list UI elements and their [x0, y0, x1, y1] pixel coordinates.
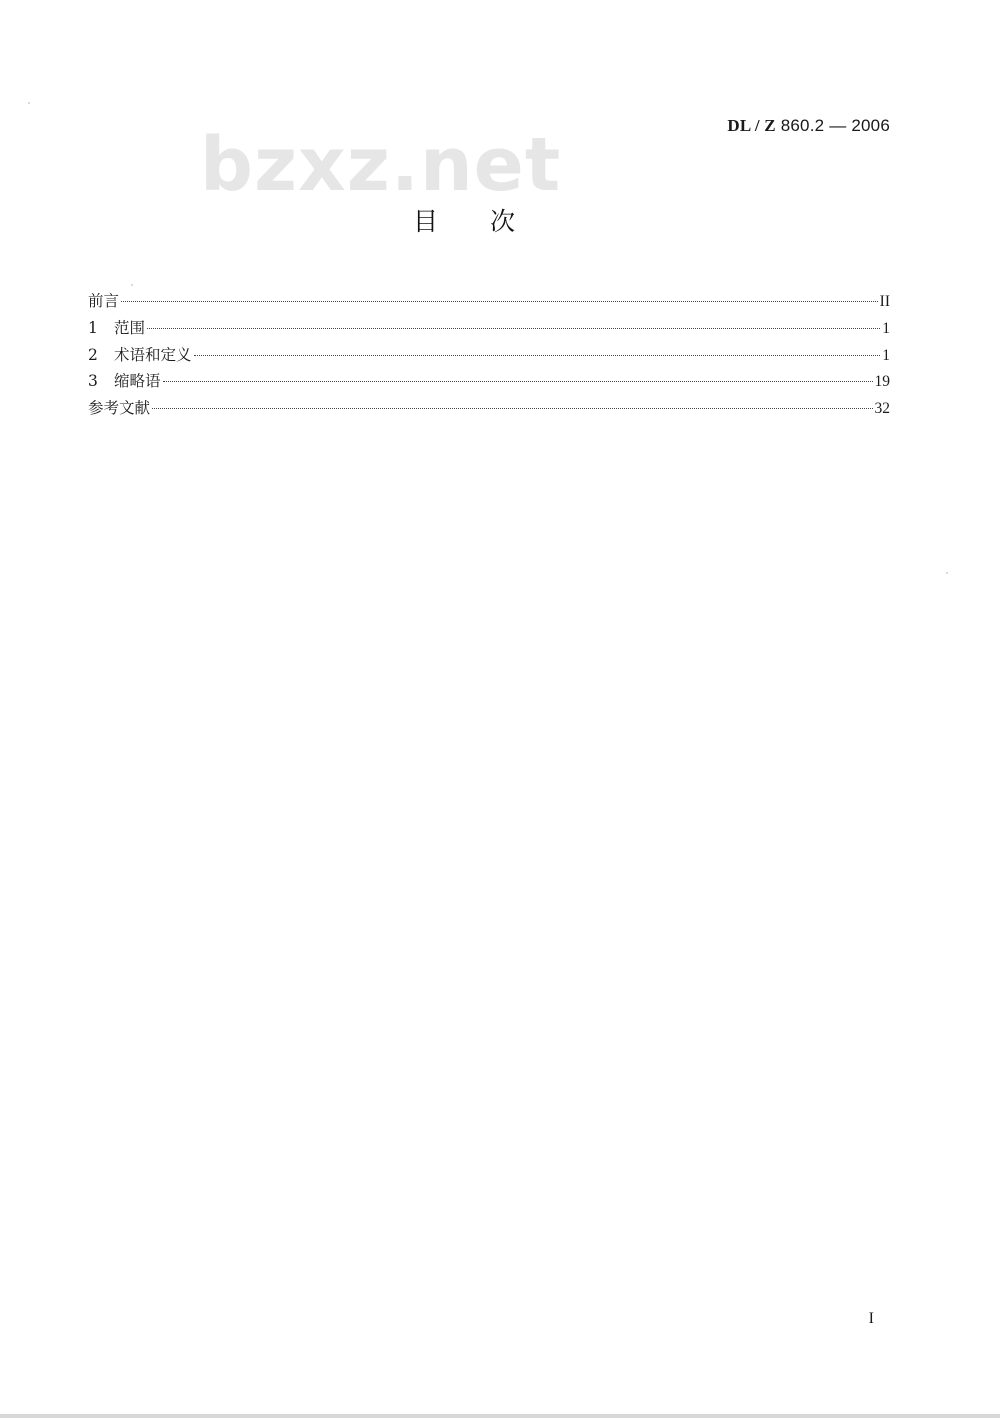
page-title: 目次 [412, 207, 567, 236]
toc-entry-foreword[interactable] [88, 288, 890, 315]
standard-year: 2006 [851, 116, 890, 135]
toc-leader-dots [163, 381, 873, 382]
toc-entry-page: 1 [882, 346, 890, 364]
toc-leader-dots [194, 355, 881, 356]
toc-entry-page: 1 [882, 319, 890, 337]
toc-entry-bibliography[interactable] [88, 395, 890, 422]
toc-entry-label: 缩略语 [114, 372, 161, 391]
toc-entry-number: 2 [88, 345, 98, 364]
standard-prefix: DL / Z [727, 116, 776, 135]
standard-dash: — [829, 116, 847, 135]
scan-speck [131, 284, 133, 286]
toc-entry-label: 术语和定义 [114, 345, 192, 364]
toc-entry-terms-definitions[interactable] [88, 342, 890, 369]
scan-speck [28, 102, 30, 104]
toc-entry-scope[interactable] [88, 315, 890, 342]
toc-leader-dots [152, 408, 872, 409]
watermark: bzxz.net [200, 122, 562, 208]
toc-entry-page: II [879, 293, 890, 310]
toc-leader-dots [121, 301, 878, 302]
standard-code: 860.2 [780, 116, 825, 135]
toc-entry-page: 32 [874, 400, 890, 418]
page-number: I [868, 1310, 874, 1327]
standard-number [727, 116, 890, 136]
scan-speck [946, 572, 948, 574]
toc-entry-label: 前言 [88, 292, 120, 310]
toc-entry-number: 1 [88, 318, 98, 337]
toc-entry-label: 参考文献 [88, 399, 151, 418]
toc-entry-label: 范围 [114, 318, 146, 337]
table-of-contents [88, 288, 890, 422]
toc-entry-page: 19 [874, 373, 890, 391]
toc-entry-number: 3 [88, 372, 98, 391]
toc-leader-dots [147, 328, 880, 329]
toc-entry-abbreviations[interactable] [88, 368, 890, 395]
scan-bottom-edge [0, 1414, 1000, 1418]
